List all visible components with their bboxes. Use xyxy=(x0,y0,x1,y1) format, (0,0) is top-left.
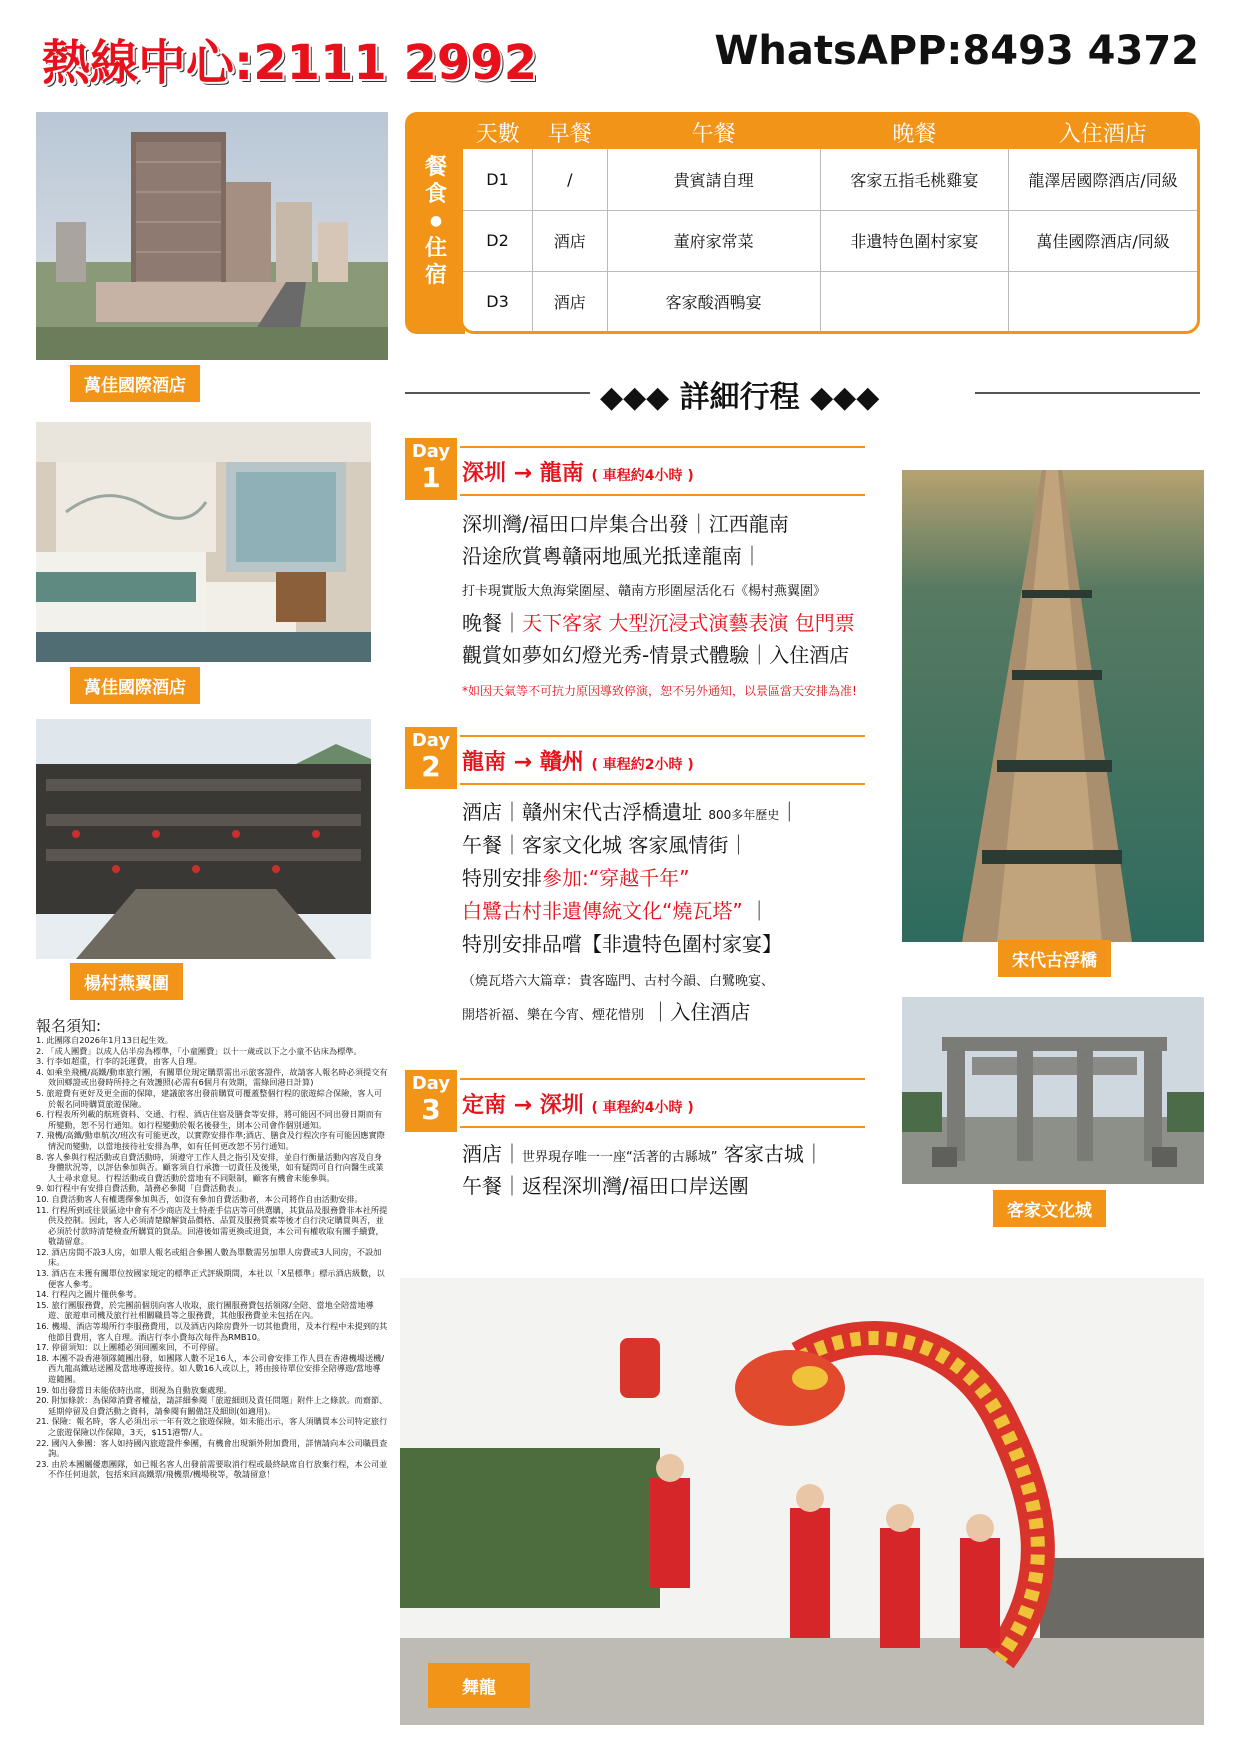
meal-side-char: 餐 xyxy=(424,155,447,180)
day-number: 3 xyxy=(421,1093,441,1126)
day-number: 2 xyxy=(421,750,441,783)
itinerary-line: 沿途欣賞粵贛兩地風光抵達龍南｜ xyxy=(462,544,762,568)
itinerary-text: ｜入住酒店 xyxy=(650,1000,751,1024)
itinerary-text: 客家古城｜ xyxy=(723,1142,824,1166)
itinerary-line xyxy=(462,862,689,891)
cell-dinner xyxy=(820,271,1008,332)
meal-side-char: ● xyxy=(429,213,443,229)
table-row xyxy=(463,210,1197,271)
itinerary-text: 晚餐｜ xyxy=(462,611,522,635)
itinerary-small: 800多年歷史 xyxy=(708,808,780,822)
caption-hotel-room: 萬佳國際酒店 xyxy=(70,667,200,704)
list-item: 6. 行程表所列載的航班資料、交通、行程、酒店住宿及膳食等安排，將可能因不同出發日期而有所變動，恕不另行通知。如行程變動於報名後發生，則本公司會作個別通知。 xyxy=(36,1109,383,1130)
meal-side-tab xyxy=(405,112,465,334)
header-days: 天數 xyxy=(463,115,533,149)
list-item: 9. 如行程中有安排自費活動，請務必參閱「自費活動表」。 xyxy=(36,1183,248,1194)
list-item: 12. 酒店房間不設3人房，如單人報名或組合參團人數為單數需另加單人房費或3人同房，不設加床。 xyxy=(36,1246,382,1268)
cell-day: D1 xyxy=(463,149,533,210)
highlight-text: 參加:“穿越千年” xyxy=(542,866,690,890)
itinerary-line: 特別安排品嚐【非遺特色圍村家宴】 xyxy=(462,932,782,956)
itinerary-line xyxy=(462,996,750,1025)
day-rule-top xyxy=(460,735,865,737)
photo-dragon-dance xyxy=(400,1278,1204,1725)
route-text: 定南 → 深圳 xyxy=(462,1093,584,1118)
photo-hotel-room xyxy=(36,422,371,662)
day-rule-bottom xyxy=(460,1126,865,1128)
photo-tulou xyxy=(36,719,371,959)
header-breakfast: 早餐 xyxy=(533,115,607,149)
header-dinner: 晚餐 xyxy=(820,115,1008,149)
cell-hotel: 萬佳國際酒店/同級 xyxy=(1009,210,1197,271)
table-row xyxy=(463,271,1197,332)
list-item: 18. 本團不設香港領隊隨團出發，如團隊人數不足16人，本公司會安排工作人員在香港機場送機/西九龍高鐵站送團及當地導遊接待。如人數16人或以上，將由接待單位安排全陪導遊/當地導遊隨團。 xyxy=(36,1352,385,1384)
list-item: 21. 保險：報名時，客人必須出示一年有效之旅遊保險，如未能出示，客人須購買本公司特定旅行之旅遊保險以作保障，3天，$151港幣/人。 xyxy=(36,1416,388,1437)
day-badge xyxy=(405,438,457,500)
list-item: 5. 旅遊費有更好及更全面的保障，建議旅客出發前購買可覆蓋整個行程的旅遊綜合保險，客人可於報名同時購買旅遊保險。 xyxy=(36,1087,383,1109)
meal-table xyxy=(463,115,1197,332)
header-lunch: 午餐 xyxy=(607,115,820,149)
section-divider-right xyxy=(975,392,1200,394)
itinerary-line xyxy=(462,796,799,825)
whatsapp-number: WhatsAPP:8493 4372 xyxy=(714,28,1199,74)
list-item: 22. 國內入參團：客人如持國內旅遊證件參團，有機會出現額外附加費用，詳情請向本公司職員查詢。 xyxy=(36,1437,388,1459)
section-title: ◆◆◆ 詳細行程 ◆◆◆ xyxy=(600,380,880,415)
cell-hotel xyxy=(1009,271,1197,332)
itinerary-line: 午餐｜返程深圳灣/福田口岸送團 xyxy=(462,1174,749,1198)
itinerary-line: 觀賞如夢如幻燈光秀-情景式體驗｜入住酒店 xyxy=(462,643,850,667)
meal-side-char: 住 xyxy=(424,236,447,261)
photo-bridge xyxy=(902,470,1204,942)
route-text: 龍南 → 贛州 xyxy=(462,750,584,775)
meal-table-header xyxy=(463,115,1197,149)
day-rule-bottom xyxy=(460,783,865,785)
list-item: 14. 行程內之圖片僅供參考。 xyxy=(36,1289,142,1300)
caption-bridge: 宋代古浮橋 xyxy=(998,940,1111,977)
meal-side-char: 食 xyxy=(424,182,447,207)
meal-side-char: 宿 xyxy=(424,263,447,288)
caption-dragon-dance: 舞龍 xyxy=(428,1663,530,1708)
cell-lunch: 客家酸酒鴨宴 xyxy=(607,271,820,332)
day-number: 1 xyxy=(421,461,441,494)
itinerary-text: 酒店｜贛州宋代古浮橋遺址 xyxy=(462,800,702,824)
itinerary-line xyxy=(462,607,855,636)
notes-list xyxy=(36,1035,388,1480)
cell-lunch: 董府家常菜 xyxy=(607,210,820,271)
itinerary-line: 午餐｜客家文化城 客家風情街｜ xyxy=(462,833,749,857)
cell-breakfast: / xyxy=(533,149,607,210)
list-item: 7. 飛機/高鐵/動車航次/班次有可能更改，以實際安排作準;酒店、膳食及行程次序有可能因應實際情況而變動，以當地接待社安排為準，如有任何更改恕不另行通知。 xyxy=(36,1130,385,1151)
route-duration: ( 車程約4小時 ) xyxy=(591,1100,694,1116)
hotline-number: 熱線中心:2111 2992 xyxy=(42,35,538,91)
route-duration: ( 車程約2小時 ) xyxy=(591,757,694,773)
caption-hotel-exterior: 萬佳國際酒店 xyxy=(70,365,200,402)
cell-breakfast: 酒店 xyxy=(533,210,607,271)
list-item: 10. 自費活動客人有權選擇參加與否，如沒有參加自費活動者，本公司將作自由活動安排。 xyxy=(36,1193,363,1204)
list-item: 16. 機場、酒店等場所行李服務費用，以及酒店內除房費外一切其他費用，及本行程中未提到的其他節目費用，客人自理。酒店行李小費每次每件為RMB10。 xyxy=(36,1321,388,1342)
list-item: 15. 旅行團服務費，於完團前個別向客人收取，旅行團服務費包括領隊/全陪、當地全陪當地導遊、旅遊車司機及旅行社相關職員等之服務費，其他服務費並未包括在內。 xyxy=(36,1299,374,1321)
caption-gate: 客家文化城 xyxy=(993,1190,1106,1227)
cell-day: D3 xyxy=(463,271,533,332)
list-item: 23. 由於本團屬優惠團隊，如已報名客人出發前需要取消行程或最終缺席自行放棄行程，本公司並不作任何退款，包括來回高鐵票/飛機票/機場稅等，敬請留意！ xyxy=(36,1458,388,1480)
section-divider-left xyxy=(405,392,590,394)
day-route xyxy=(462,456,694,487)
cell-lunch: 貴賓請自理 xyxy=(607,149,820,210)
cell-breakfast: 酒店 xyxy=(533,271,607,332)
list-item: 8. 客人參與行程活動或自費活動時，須遵守工作人員之指引及安排，並自行衡量活動內容及自身身體狀況等，以評估參加與否。顧客須自行承擔一切責任及後果，如有疑問可自行向醫生或業人士尋求意見。行程活動或自費活動於當地有不同限制，顧客有機會未能參與。 xyxy=(36,1151,384,1183)
itinerary-line: 深圳灣/福田口岸集合出發｜江西龍南 xyxy=(462,512,789,536)
itinerary-line: 打卡現實版大魚海棠圍屋、贛南方形圍屋活化石《楊村燕翼圍》 xyxy=(462,584,827,599)
list-item: 2. 「成人團費」以成人佔半房為標準，「小童團費」以十一歲或以下之小童不佔床為標準。 xyxy=(36,1045,362,1056)
notes-title: 報名須知: xyxy=(36,1017,102,1035)
photo-hotel-exterior xyxy=(36,112,388,360)
itinerary-line xyxy=(462,1138,824,1167)
itinerary-text: 酒店｜ xyxy=(462,1142,522,1166)
highlight-text: 白鷺古村非遺傳統文化“燒瓦塔” xyxy=(462,899,743,923)
day-badge xyxy=(405,1070,457,1132)
day-label: Day xyxy=(411,441,451,462)
day-route xyxy=(462,1088,694,1119)
itinerary-note: *如因天氣等不可抗力原因導致停演，恕不另外通知，以景區當天安排為准! xyxy=(462,684,857,698)
list-item: 13. 酒店在未獲有關單位按國家規定的標準正式評級期間，本社以「X星標準」標示酒店級數，以便客人參考。 xyxy=(36,1268,385,1289)
day-label: Day xyxy=(411,1073,451,1094)
table-row xyxy=(463,149,1197,210)
list-item: 4. 如乘坐飛機/高鐵/動車旅行團，有關單位規定購票需出示旅客證件，故請客人報名時必須提交有效回鄉證或出發時所持之有效護照(必需有6個月有效期，需綠回港日計算) xyxy=(36,1066,388,1088)
list-item: 17. 停留須知：以上團種必須回團來回，不可停留。 xyxy=(36,1342,224,1353)
itinerary-text: 特別安排 xyxy=(462,866,542,890)
route-text: 深圳 → 龍南 xyxy=(462,461,584,486)
list-item: 20. 附加條款：為保障消費者權益，請詳細參閱「旅遊細則及責任問題」附件上之條款。而齋節、延期停留及自費活動之資料，請參閱有關備註及細則(如適用)。 xyxy=(36,1395,388,1416)
day-rule-top xyxy=(460,1078,865,1080)
itinerary-line xyxy=(462,895,769,924)
day-route xyxy=(462,745,694,776)
itinerary-text: ｜ xyxy=(779,800,800,824)
cell-day: D2 xyxy=(463,210,533,271)
list-item: 19. 如出發當日未能依時出席，則視為自動放棄處理。 xyxy=(36,1384,232,1395)
cell-dinner: 客家五指毛桃雞宴 xyxy=(820,149,1008,210)
meal-table-box xyxy=(460,112,1200,334)
itinerary-small: 開塔祈福、樂在今宵、煙花惜別 xyxy=(462,1008,645,1023)
cell-hotel: 龍澤居國際酒店/同級 xyxy=(1009,149,1197,210)
cell-dinner: 非遺特色圍村家宴 xyxy=(820,210,1008,271)
itinerary-line: （燒瓦塔六大篇章：貴客臨門、古村今韻、白鷺晚宴、 xyxy=(462,974,775,989)
highlight-text: 天下客家 大型沉浸式演藝表演 包門票 xyxy=(522,611,855,635)
caption-tulou: 楊村燕翼圍 xyxy=(70,963,183,1000)
day-label: Day xyxy=(411,730,451,751)
route-duration: ( 車程約4小時 ) xyxy=(591,468,694,484)
list-item: 1. 此團隊自2026年1月13日起生效。 xyxy=(36,1035,173,1045)
day-rule-top xyxy=(460,446,865,448)
header-hotel: 入住酒店 xyxy=(1009,115,1197,149)
day-badge xyxy=(405,727,457,789)
list-item: 11. 行程所到或往景區途中會有不少商店及土特產手信店等可供選購，其貨品及服務費非本社所提供及控制。因此，客人必須清楚瞭解貨品價格、品質及服務質素等後才自行決定購買與否，並必須於付款時清楚檢查所購買的貨品。回港後如需更換或退貨，本公司有權收取有關手續費，敬請留意。 xyxy=(36,1204,388,1247)
list-item: 3. 行李如超重，行李的託運費，由客人自理。 xyxy=(36,1056,202,1067)
itinerary-text: ｜ xyxy=(749,899,770,923)
itinerary-small: 世界現存唯一一座“活著的古縣城” xyxy=(522,1150,718,1165)
photo-gate xyxy=(902,997,1204,1184)
day-rule-bottom xyxy=(460,494,865,496)
